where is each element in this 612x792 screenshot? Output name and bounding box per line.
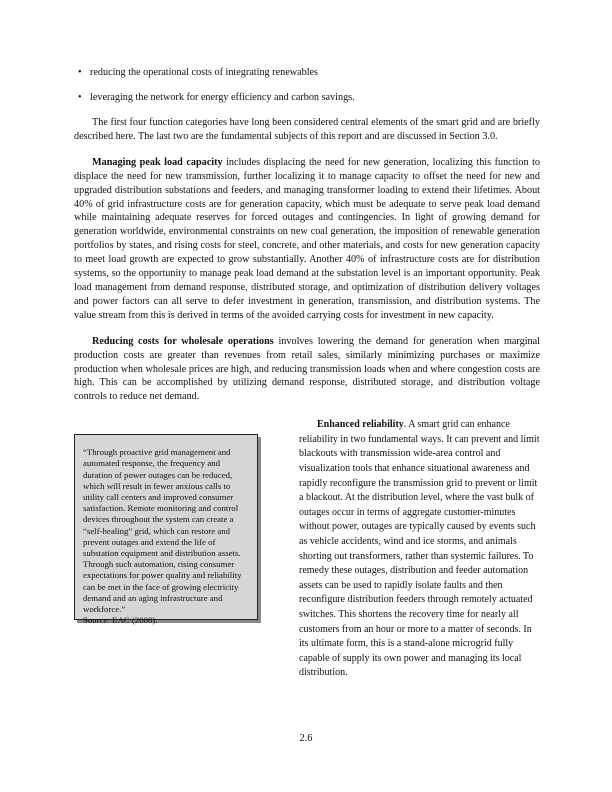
lower-section xyxy=(74,418,540,681)
reliability-paragraph: Enhanced reliability. A smart grid can enhance reliability in two fundamental ways. It can prevent and limit blackouts with transmission wide-area control and visualization tools that enhance situational awareness and rapidly reconfigure the transmission grid to prevent or limit a blackout. At the distribution level, where the vast bulk of outages occur in terms of aggregate customer-minutes without power, outages are typically caused by events such as vehicle accidents, wind and ice storms, and animals shorting out transformers, rather than systemic failures. To remedy these outages, distribution and feeder automation assets can be used to rapidly isolate faults and then reconfigure distribution feeders through remotely actuated switches. This shortens the recovery time for nearly all customers from an hour or more to a matter of seconds. In its ultimate form, this is a stand-alone microgrid fully capable of supply its own power and managing its local distribution. xyxy=(299,419,540,679)
bullet-dot-icon: • xyxy=(78,92,82,103)
peak-load-heading: Managing peak load capacity xyxy=(92,156,223,168)
reliability-heading: Enhanced reliability xyxy=(317,419,404,431)
bullet-list xyxy=(74,66,540,104)
bullet-item: • reducing the operational costs of integrating renewables xyxy=(78,67,319,78)
quote-text: “Through proactive grid management and automated response, the frequency and duration of power outages can be reduced, which will result in fewer anxious calls to utility call centers and improved consumer satisfaction. Remote monitoring and control devices throughout the system can create a “self-healing” grid, which can restore and prevent outages and extend the life of substation equipment and distribution assets. Through such automation, rising consumer expectations for power quality and reliability can be met in the face of growing electricity demand and an aging infrastructure and workforce.” xyxy=(83,447,242,615)
quote-box xyxy=(74,434,258,626)
peak-load-paragraph: Managing peak load capacity includes displacing the need for new generation, localizing this function to displace the need for new transmission, further localizing it to manage capacity to offset the need for new and upgraded distribution substations and feeders, and managing transformer loading to extend their lifetimes. About 40% of grid infrastructure costs are for generation capacity, which must be adequate to serve peak load demand while maintaining adequate reserves for forced outages and contingencies. In light of growing demand for generation worldwide, environmental constraints on new coal generation, the imposition of renewable generation portfolios by states, and rising costs for steel, concrete, and other materials, and costs for new generation capacity to meet load growth are expected to grow substantially. Another 40% of infrastructure costs are for distribution systems, so the opportunity to manage peak load demand at the substation level is an important opportunity. Peak load management from demand response, distributed storage, and optimization of distribution delivery voltages and power factors can all serve to defer investment in generation, transmission, and distribution systems. The value stream from this is derived in terms of the avoided carrying costs for investment in new capacity. xyxy=(74,156,541,321)
bullet-item: • leveraging the network for energy efficiency and carbon savings. xyxy=(78,92,355,103)
wholesale-paragraph: Reducing costs for wholesale operations involves lowering the demand for generation when marginal production costs are greater than revenues from retail sales, similarly minimizing purchases or maximize production when wholesale prices are high, and reducing transmission loads when and where congestion costs are high. This can be accomplished by utilizing demand response, distributed storage, and distribution voltage controls to reduce net demand. xyxy=(74,335,540,403)
wholesale-heading: Reducing costs for wholesale operations xyxy=(92,335,274,347)
bullet-dot-icon: • xyxy=(78,67,82,78)
page-number: 2.6 xyxy=(299,733,313,744)
intro-paragraph: The first four function categories have long been considered central elements of the smart grid and are briefly described here. The last two are the fundamental subjects of this report and are discussed in Section 3.0. xyxy=(74,117,540,142)
page-content xyxy=(74,66,540,681)
reliability-column xyxy=(299,418,540,681)
quote-source: Source: EAC (2008). xyxy=(83,615,158,626)
